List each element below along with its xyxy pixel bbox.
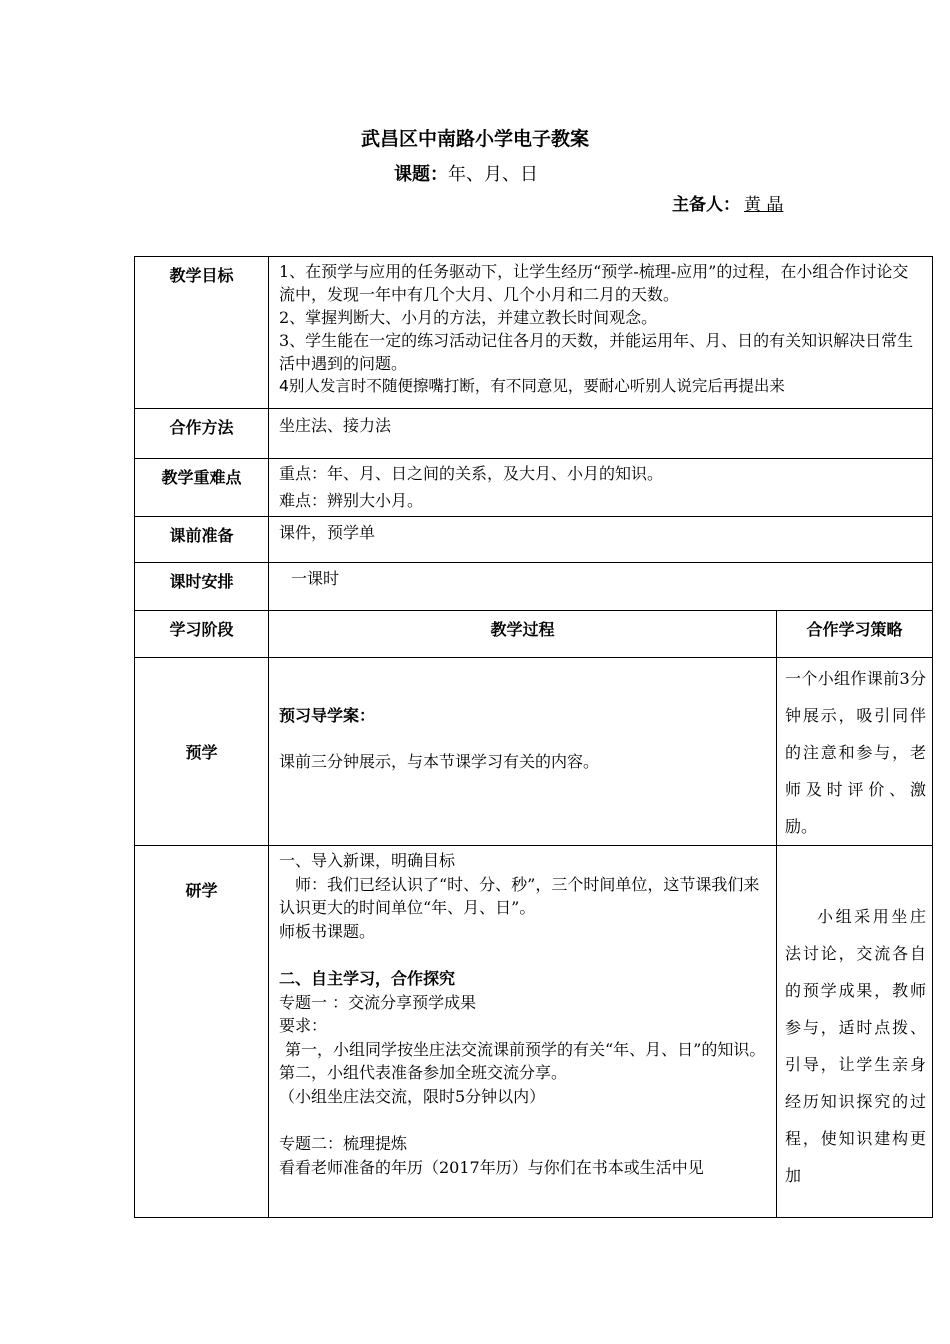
process-heading: 预习导学案： <box>279 706 376 725</box>
goals-content <box>269 257 933 409</box>
subject-value: 年、月、日 <box>448 164 538 185</box>
process-line: 第二，小组代表准备参加全班交流分享。 <box>279 1063 568 1082</box>
subject-label: 课题： <box>394 164 448 185</box>
process-line: 师板书课题。 <box>279 921 376 941</box>
lesson-plan-table <box>134 256 933 1218</box>
goal-line: 3、学生能在一定的练习活动记住各月的天数，并能运用年、月、日的有关知识解决日常生活中遇到的问题。 <box>279 331 914 373</box>
preparer-name: 黄 晶 <box>744 195 784 215</box>
process-text: 课前三分钟展示，与本节课学习有关的内容。 <box>279 752 600 771</box>
lesson-subject <box>394 160 538 186</box>
schedule-value: 一课时 <box>269 563 933 611</box>
process-line: 专题二：梳理提炼 <box>279 1134 408 1153</box>
row-method <box>135 409 933 459</box>
stage-row-preview <box>135 658 933 846</box>
row-key-points <box>135 459 933 517</box>
preparation-label: 课前准备 <box>135 517 269 563</box>
lesson-preparer <box>672 190 783 215</box>
preparation-value: 课件，预学单 <box>269 517 933 563</box>
row-preparation <box>135 517 933 563</box>
strategy-column-header: 合作学习策略 <box>777 611 933 658</box>
key-points-content <box>269 459 933 517</box>
process-line: 要求： <box>279 1016 328 1035</box>
process-line: 二、自主学习，合作探究 <box>279 969 456 988</box>
method-label: 合作方法 <box>135 409 269 459</box>
goal-line: 1、在预学与应用的任务驱动下，让学生经历“预学-梳理-应用”的过程，在小组合作讨论交流中，发现一年中有几个大月、几个小月和二月的天数。 <box>279 262 909 304</box>
method-value: 坐庄法、接力法 <box>269 409 933 459</box>
goal-line: 2、掌握判断大、小月的方法，并建立教长时间观念。 <box>279 308 658 327</box>
preparer-label: 主备人： <box>672 195 740 215</box>
row-schedule <box>135 563 933 611</box>
process-line: 第一，小组同学按坐庄法交流课前预学的有关“年、月、日”的知识。 <box>285 1039 766 1059</box>
process-line: （小组坐庄法交流，限时5分钟以内） <box>279 1086 546 1106</box>
process-line: 专题一 ：交流分享预学成果 <box>279 992 477 1012</box>
stage-column-header: 学习阶段 <box>135 611 269 658</box>
stage-process <box>269 658 777 846</box>
stage-name: 预学 <box>135 658 269 846</box>
goal-line: 4别人发言时不随便擦嘴打断，有不同意见，要耐心听别人说完后再提出来 <box>279 377 785 395</box>
process-column-header: 教学过程 <box>269 611 777 658</box>
stage-name: 研学 <box>135 846 269 1218</box>
stage-strategy: 小组采用坐庄法讨论，交流各自的预学成果，教师参与，适时点拨、引导，让学生亲身经历知识探究的过程，使知识建构更加 <box>777 846 933 1218</box>
column-header-row <box>135 611 933 658</box>
stage-process <box>269 846 777 1218</box>
goals-label: 教学目标 <box>135 257 269 409</box>
stage-strategy: 一个小组作课前3分钟展示，吸引同伴的注意和参与，老师及时评价、激励。 <box>777 658 933 846</box>
schedule-label: 课时安排 <box>135 563 269 611</box>
key-points-label: 教学重难点 <box>135 459 269 517</box>
process-line: 一、导入新课，明确目标 <box>279 851 456 870</box>
stage-row-study <box>135 846 933 1218</box>
key-point-line: 难点：辨别大小月。 <box>279 491 424 510</box>
process-line: 师：我们已经认识了“时、分、秒”，三个时间单位，这节课我们来认识更大的时间单位“年、月、日”。 <box>279 874 760 917</box>
row-goals <box>135 257 933 409</box>
document-title: 武昌区中南路小学电子教案 <box>360 128 589 150</box>
process-line: 看看老师准备的年历（2017年历）与你们在书本或生活中见 <box>279 1157 704 1177</box>
key-point-line: 重点：年、月、日之间的关系，及大月、小月的知识。 <box>279 464 664 483</box>
